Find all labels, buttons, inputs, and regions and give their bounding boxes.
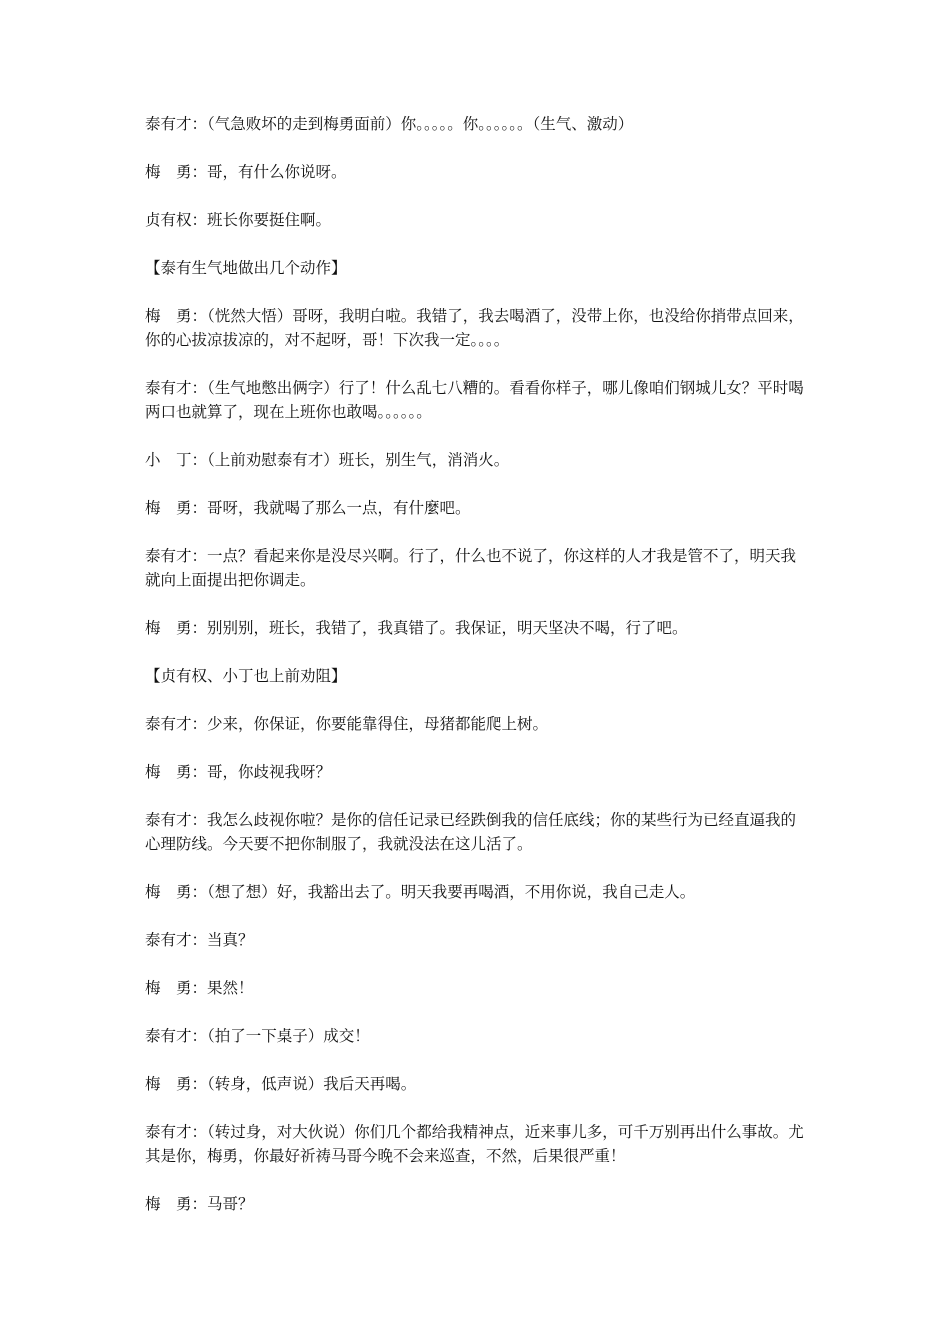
dialogue-line: 泰有才：（转过身，对大伙说）你们几个都给我精神点，近来事儿多，可千万别再出什么事故。尤其是你，梅勇，你最好祈祷马哥今晚不会来巡查，不然，后果很严重！ — [145, 1123, 804, 1165]
dialogue-line: 梅 勇：（恍然大悟）哥呀，我明白啦。我错了，我去喝酒了，没带上你，也没给你捎带点回来，你的心拔凉拔凉的，对不起呀，哥！下次我一定。。。。 — [145, 307, 804, 349]
dialogue-line: 梅 勇：别别别，班长，我错了，我真错了。我保证，明天坚决不喝，行了吧。 — [145, 619, 688, 637]
dialogue-line: 泰有才：（拍了一下桌子）成交！ — [145, 1027, 370, 1045]
dialogue-line: 梅 勇：（转身，低声说）我后天再喝。 — [145, 1075, 417, 1093]
stage-direction: 【贞有权、小丁也上前劝阻】 — [145, 667, 347, 685]
dialogue-line: 梅 勇：哥呀，我就喝了那么一点，有什麼吧。 — [145, 499, 471, 517]
dialogue-line: 泰有才：我怎么歧视你啦？是你的信任记录已经跌倒我的信任底线；你的某些行为已经直逼我的心理防线。今天要不把你制服了，我就没法在这儿活了。 — [145, 811, 797, 853]
dialogue-line: 泰有才：少来，你保证，你要能靠得住，母猪都能爬上树。 — [145, 715, 549, 733]
dialogue-line: 梅 勇：果然！ — [145, 979, 254, 997]
dialogue-line: 梅 勇：马哥？ — [145, 1195, 254, 1213]
dialogue-line: 泰有才：（气急败坏的走到梅勇面前）你。。。。。你。。。。。。（生气、激动） — [145, 115, 634, 133]
dialogue-line: 贞有权：班长你要挺住啊。 — [145, 211, 332, 229]
dialogue-line: 梅 勇：哥，有什么你说呀。 — [145, 163, 347, 181]
stage-direction: 【泰有生气地做出几个动作】 — [145, 259, 347, 277]
dialogue-line: 梅 勇：（想了想）好，我豁出去了。明天我要再喝酒，不用你说，我自己走人。 — [145, 883, 696, 901]
dialogue-line: 小 丁：（上前劝慰泰有才）班长，别生气，消消火。 — [145, 451, 510, 469]
dialogue-line: 泰有才：当真？ — [145, 931, 254, 949]
dialogue-line: 梅 勇：哥，你歧视我呀？ — [145, 763, 332, 781]
document-page — [145, 112, 810, 1240]
dialogue-line: 泰有才：一点？看起来你是没尽兴啊。行了，什么也不说了，你这样的人才我是管不了，明天我就向上面提出把你调走。 — [145, 547, 797, 589]
dialogue-line: 泰有才：（生气地憋出俩字）行了！什么乱七八糟的。看看你样子，哪儿像咱们钢城儿女？平时喝两口也就算了，现在上班你也敢喝。。。。。。 — [145, 379, 804, 421]
